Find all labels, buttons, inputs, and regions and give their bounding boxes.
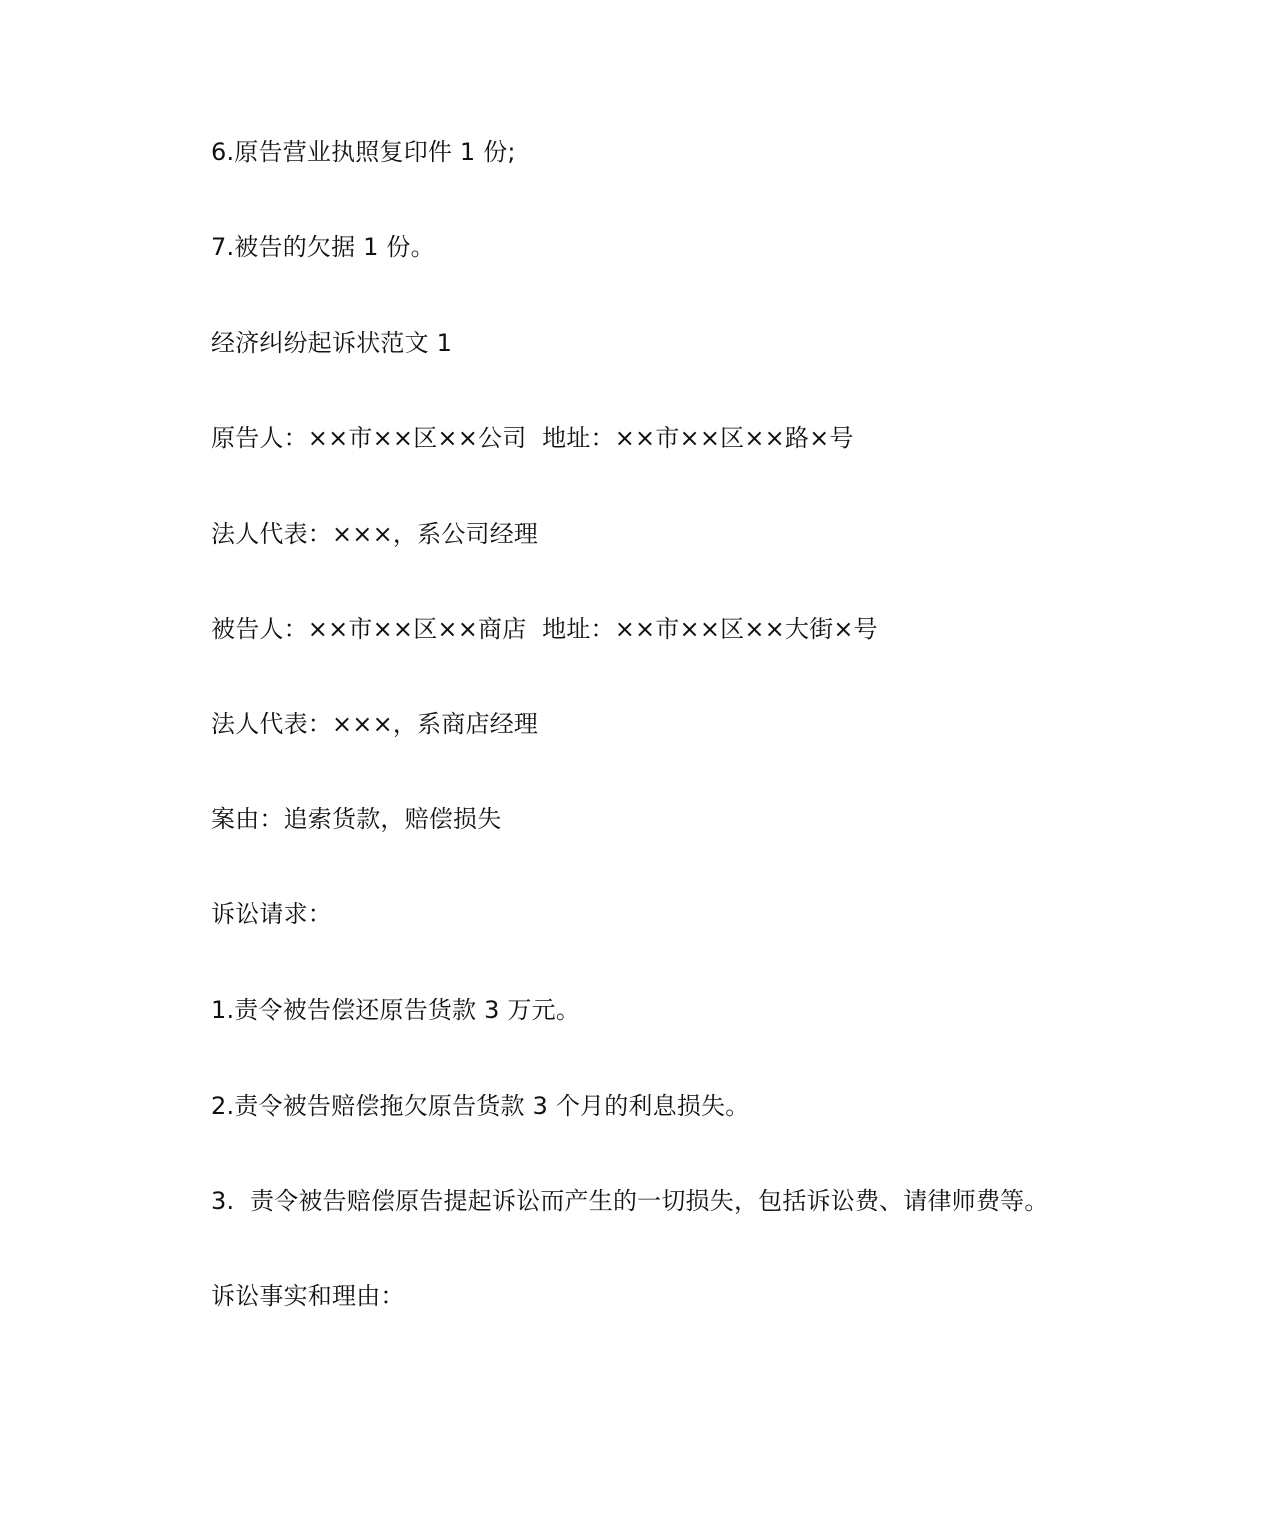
claim-item-3: 3. 责令被告赔偿原告提起诉讼而产生的一切损失，包括诉讼费、请律师费等。: [211, 1187, 1049, 1215]
claim-item-1: 1.责令被告偿还原告货款 3 万元。: [211, 996, 581, 1024]
facts-heading: 诉讼事实和理由：: [211, 1282, 405, 1310]
section-heading: 经济纠纷起诉状范文 1: [211, 329, 453, 357]
defendant-line: 被告人：××市××区××商店 地址：××市××区××大街×号: [211, 615, 878, 643]
defendant-representative: 法人代表：×××，系商店经理: [211, 710, 539, 738]
plaintiff-line: 原告人：××市××区××公司 地址：××市××区××路×号: [211, 424, 854, 452]
attachment-item-6: 6.原告营业执照复印件 1 份;: [211, 138, 516, 166]
plaintiff-representative: 法人代表：×××，系公司经理: [211, 520, 539, 548]
attachment-item-7: 7.被告的欠据 1 份。: [211, 233, 435, 261]
claims-heading: 诉讼请求：: [211, 900, 332, 928]
case-cause: 案由：追索货款，赔偿损失: [211, 805, 502, 833]
claim-item-2: 2.责令被告赔偿拖欠原告货款 3 个月的利息损失。: [211, 1092, 750, 1120]
